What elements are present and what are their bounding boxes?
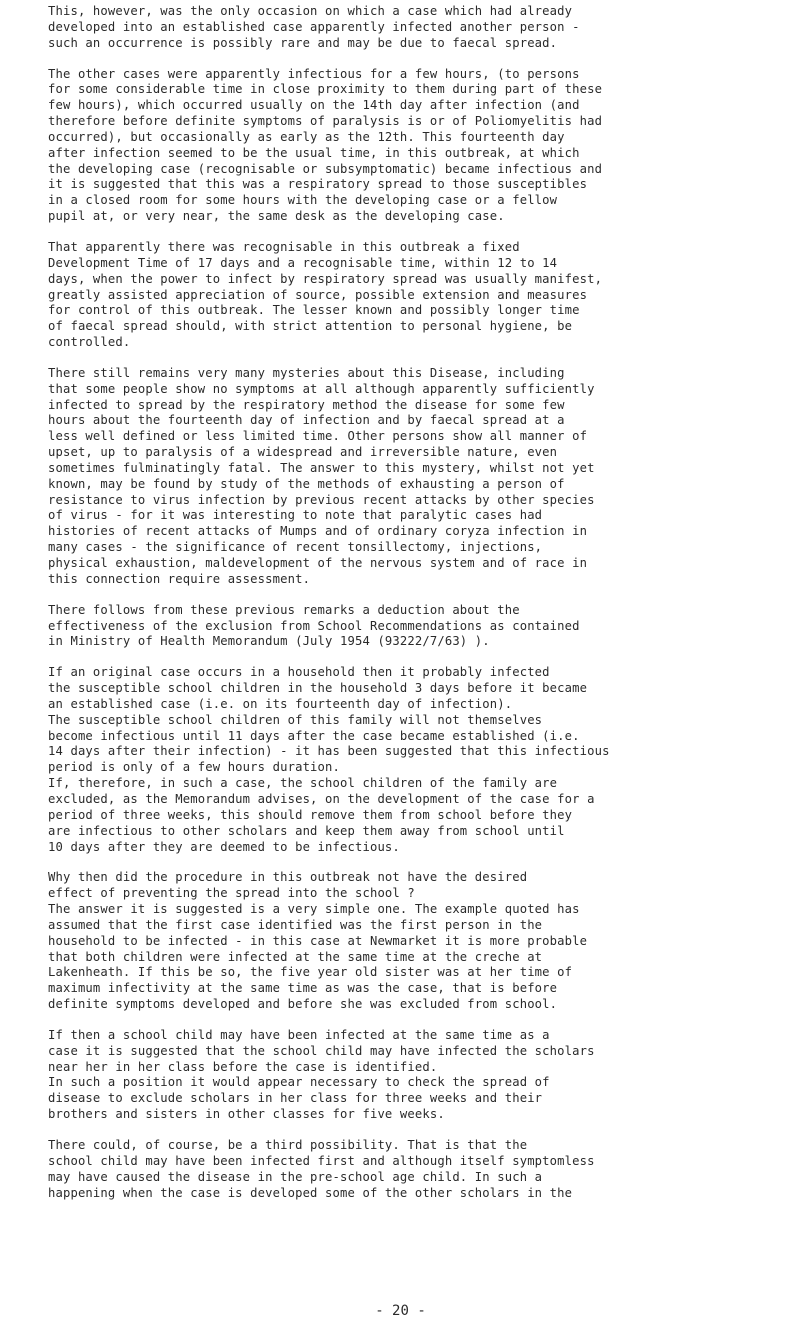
text-line: There could, of course, be a third possibility. That is that the <box>48 1138 528 1152</box>
text-line: school child may have been infected first and although itself symptomless <box>48 1153 595 1168</box>
text-line: There still remains very many mysteries about this Disease, including <box>48 365 565 380</box>
text-line: 10 days after they are deemed to be infectious. <box>48 839 400 854</box>
text-line: in a closed room for some hours with the developing case or a fellow <box>48 193 558 208</box>
text-line: occurred), but occasionally as early as the 12th. This fourteenth day <box>48 129 565 144</box>
text-line: period of three weeks, this should remove them from school before they <box>48 807 573 822</box>
text-line: 14 days after their infection) - it has been suggested that this infectious <box>48 744 610 759</box>
text-line: known, may be found by study of the methods of exhausting a person of <box>48 476 565 491</box>
text-line: household to be infected - in this case at Newmarket it is more probable <box>48 933 588 948</box>
text-line: Why then did the procedure in this outbreak not have the desired <box>48 870 528 885</box>
text-line: after infection seemed to be the usual time, in this outbreak, at which <box>48 145 580 160</box>
text-line: This, however, was the only occasion on which a case which had already <box>48 4 573 18</box>
text-line: infected to spread by the respiratory method the disease for some few <box>48 397 565 412</box>
text-line: become infectious until 11 days after the case became established (i.e. <box>48 728 580 743</box>
text-line: an established case (i.e. on its fourteenth day of infection). <box>48 696 513 711</box>
text-line: resistance to virus infection by previous recent attacks by other species <box>48 492 595 507</box>
text-line: The answer it is suggested is a very simple one. The example quoted has <box>48 902 580 917</box>
text-line: brothers and sisters in other classes for five weeks. <box>48 1107 445 1122</box>
text-line: maximum infectivity at the same time as was the case, that is before <box>48 981 558 996</box>
text-line: definite symptoms developed and before she was excluded from school. <box>48 997 558 1012</box>
text-line: happening when the case is developed some of the other scholars in the <box>48 1185 573 1200</box>
paragraph-8 <box>48 1028 793 1123</box>
text-line: period is only of a few hours duration. <box>48 760 341 775</box>
text-line: near her in her class before the case is identified. <box>48 1059 438 1074</box>
text-line: physical exhaustion, maldevelopment of the nervous system and of race in <box>48 556 588 570</box>
text-line: of faecal spread should, with strict attention to personal hygiene, be <box>48 319 573 334</box>
paragraph-7 <box>48 870 793 1013</box>
text-line: excluded, as the Memorandum advises, on the development of the case for a <box>48 791 595 806</box>
paragraph-2 <box>48 67 793 225</box>
paragraph-5 <box>48 603 793 651</box>
text-line: this connection require assessment. <box>48 571 311 586</box>
text-line: it is suggested that this was a respiratory spread to those susceptibles <box>48 177 588 192</box>
text-line: assumed that the first case identified was the first person in the <box>48 917 543 932</box>
page-number: - 20 - <box>375 1303 426 1319</box>
text-line: hours about the fourteenth day of infection and by faecal spread at a <box>48 413 565 428</box>
text-line: histories of recent attacks of Mumps and of ordinary coryza infection in <box>48 524 588 539</box>
text-line: If then a school child may have been infected at the same time as a <box>48 1027 550 1042</box>
text-line: effect of preventing the spread into the school ? <box>48 886 415 901</box>
text-line: that some people show no symptoms at all although apparently sufficiently <box>48 381 595 396</box>
document-page <box>48 4 793 1216</box>
text-line: few hours), which occurred usually on the 14th day after infection (and <box>48 98 580 113</box>
text-line: In such a position it would appear necessary to check the spread of <box>48 1075 550 1090</box>
text-line: the developing case (recognisable or subsymptomatic) became infectious and <box>48 161 603 176</box>
text-line: case it is suggested that the school child may have infected the scholars <box>48 1043 595 1058</box>
text-line: If, therefore, in such a case, the school children of the family are <box>48 776 558 791</box>
paragraph-1 <box>48 4 793 52</box>
text-line: in Ministry of Health Memorandum (July 1954 (93222/7/63) ). <box>48 634 490 649</box>
text-line: greatly assisted appreciation of source, possible extension and measures <box>48 287 588 302</box>
text-line: There follows from these previous remarks a deduction about the <box>48 602 520 617</box>
paragraph-9 <box>48 1138 793 1201</box>
text-line: disease to exclude scholars in her class for three weeks and their <box>48 1091 543 1106</box>
text-line: The susceptible school children of this family will not themselves <box>48 712 543 727</box>
text-line: many cases - the significance of recent tonsillectomy, injections, <box>48 540 543 555</box>
text-line: may have caused the disease in the pre-school age child. In such a <box>48 1169 543 1184</box>
text-line: therefore before definite symptoms of paralysis is or of Poliomyelitis had <box>48 114 603 129</box>
text-line: days, when the power to infect by respiratory spread was usually manifest, <box>48 271 603 286</box>
text-line: The other cases were apparently infectious for a few hours, (to persons <box>48 66 580 81</box>
text-line: controlled. <box>48 335 131 350</box>
text-line: such an occurrence is possibly rare and may be due to faecal spread. <box>48 35 558 50</box>
text-line: developed into an established case apparently infected another person - <box>48 19 580 34</box>
text-line: sometimes fulminatingly fatal. The answer to this mystery, whilst not yet <box>48 460 595 475</box>
text-line: effectiveness of the exclusion from School Recommendations as contained <box>48 618 580 633</box>
text-line: less well defined or less limited time. Other persons show all manner of <box>48 429 588 444</box>
text-line: that both children were infected at the same time at the creche at <box>48 949 543 964</box>
text-line: upset, up to paralysis of a widespread and irreversible nature, even <box>48 445 558 460</box>
text-line: Lakenheath. If this be so, the five year old sister was at her time of <box>48 965 573 980</box>
text-line: for control of this outbreak. The lesser known and possibly longer time <box>48 303 580 318</box>
text-line: the susceptible school children in the household 3 days before it became <box>48 681 588 696</box>
text-line: for some considerable time in close proximity to them during part of these <box>48 82 603 97</box>
paragraph-4 <box>48 366 793 588</box>
text-line: are infectious to other scholars and keep them away from school until <box>48 823 565 838</box>
text-line: Development Time of 17 days and a recognisable time, within 12 to 14 <box>48 255 558 270</box>
paragraph-6 <box>48 665 793 855</box>
text-line: of virus - for it was interesting to note that paralytic cases had <box>48 508 543 523</box>
text-line: pupil at, or very near, the same desk as the developing case. <box>48 209 505 224</box>
text-line: That apparently there was recognisable in this outbreak a fixed <box>48 239 520 254</box>
text-line: If an original case occurs in a household then it probably infected <box>48 665 550 680</box>
paragraph-3 <box>48 240 793 351</box>
